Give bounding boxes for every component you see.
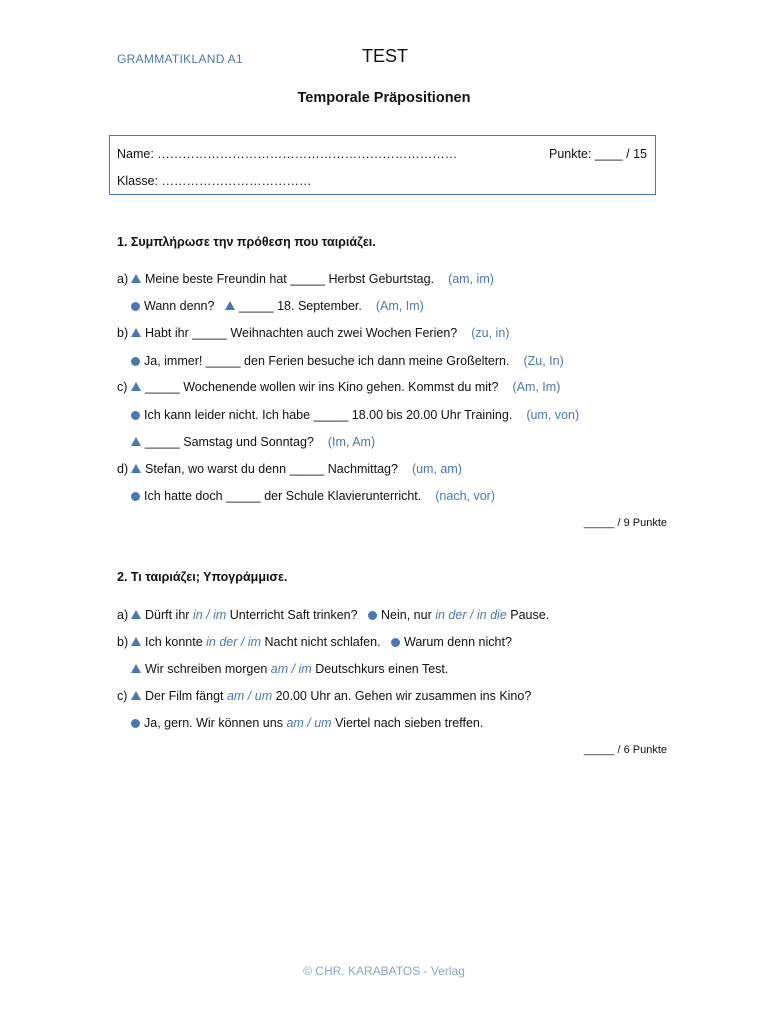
exercise1-line-c2	[131, 408, 579, 422]
sentence-part: Der Film fängt	[145, 689, 227, 703]
sentence: Ja, immer! _____ den Ferien besuche ich dann meine Großeltern.	[144, 354, 510, 368]
exercise1-line-a2	[131, 299, 424, 313]
circle-icon	[131, 492, 140, 501]
exercise1-line-c	[117, 380, 560, 394]
sentence-part: Warum denn nicht?	[403, 635, 512, 649]
choice-options[interactable]: in / im	[192, 608, 227, 622]
sentence: _____ 18. September.	[238, 299, 362, 313]
student-info-box	[109, 135, 656, 195]
sentence-part: Ich konnte	[145, 635, 207, 649]
sentence-part: 20.00 Uhr an. Gehen wir zusammen ins Kino?	[272, 689, 532, 703]
exercise2-line-b2	[131, 662, 448, 676]
exercise1-line-a	[117, 272, 494, 286]
test-label: TEST	[362, 46, 409, 66]
exercise1-line-c3	[131, 435, 375, 449]
sentence: Habt ihr _____ Weihnachten auch zwei Wochen Ferien?	[145, 326, 458, 340]
triangle-icon	[131, 610, 141, 619]
exercise1-line-b2	[131, 354, 564, 368]
class-field[interactable]: Klasse: ………………………………	[117, 174, 312, 188]
item-letter: b)	[117, 326, 129, 340]
circle-icon	[131, 302, 140, 311]
footer-copyright: © CHR. KARABATOS - Verlag	[303, 964, 465, 978]
triangle-icon	[225, 301, 235, 310]
triangle-icon	[131, 382, 141, 391]
sentence-part: Wir schreiben morgen	[145, 662, 271, 676]
sentence: Stefan, wo warst du denn _____ Nachmittag?	[145, 462, 398, 476]
hint: (Am, Im)	[512, 380, 561, 394]
item-letter: b)	[117, 635, 129, 649]
triangle-icon	[131, 437, 141, 446]
exercise2-line-b	[117, 635, 512, 649]
hint: (zu, in)	[471, 326, 510, 340]
exercise2-line-a	[117, 608, 549, 622]
choice-options[interactable]: in der / in die	[435, 608, 507, 622]
section2-title: 2. Τι ταιριάζει; Υπογράμμισε.	[117, 570, 288, 584]
page-title: Temporale Präpositionen	[297, 90, 471, 106]
exercise2-line-c2	[131, 716, 483, 730]
hint: (Am, Im)	[375, 299, 424, 313]
hint: (Zu, In)	[523, 354, 564, 368]
sentence-part: Viertel nach sieben treffen.	[331, 716, 484, 730]
hint: (um, am)	[411, 462, 462, 476]
sentence-part: Unterricht Saft trinken?	[226, 608, 358, 622]
item-letter: a)	[117, 272, 129, 286]
points-field[interactable]: Punkte: ____ / 15	[549, 147, 647, 161]
triangle-icon	[131, 691, 141, 700]
exercise1-line-b	[117, 326, 509, 340]
section1-score[interactable]: _____ / 9 Punkte	[583, 517, 667, 529]
hint: (nach, vor)	[435, 489, 496, 503]
circle-icon	[131, 719, 140, 728]
sentence: Ich hatte doch _____ der Schule Klavierunterricht.	[144, 489, 422, 503]
sentence-part: Nacht nicht schlafen.	[261, 635, 381, 649]
sentence: _____ Wochenende wollen wir ins Kino gehen. Kommst du mit?	[145, 380, 499, 394]
triangle-icon	[131, 274, 141, 283]
choice-options[interactable]: am / um	[286, 716, 332, 730]
sentence-part: Nein, nur	[381, 608, 436, 622]
item-letter: c)	[117, 380, 128, 394]
brand-label: GRAMMATIKLAND A1	[117, 52, 243, 66]
sentence: Ich kann leider nicht. Ich habe _____ 18.00 bis 20.00 Uhr Training.	[144, 408, 513, 422]
section2-score[interactable]: _____ / 6 Punkte	[583, 744, 667, 756]
name-field[interactable]: Name: ………………………………………………………………	[117, 147, 458, 161]
section1-title: 1. Συμπλήρωσε την πρόθεση που ταιριάζει.	[117, 235, 376, 249]
item-letter: d)	[117, 462, 129, 476]
circle-icon	[391, 638, 400, 647]
item-letter: c)	[117, 689, 128, 703]
exercise2-line-c	[117, 689, 531, 703]
sentence-part: Ja, gern. Wir können uns	[144, 716, 287, 730]
sentence: Wann denn?	[144, 299, 215, 313]
item-letter: a)	[117, 608, 129, 622]
triangle-icon	[131, 464, 141, 473]
choice-options[interactable]: in der / im	[206, 635, 262, 649]
sentence: _____ Samstag und Sonntag?	[145, 435, 314, 449]
hint: (um, von)	[526, 408, 580, 422]
sentence-part: Dürft ihr	[145, 608, 193, 622]
choice-options[interactable]: am / im	[270, 662, 312, 676]
triangle-icon	[131, 637, 141, 646]
circle-icon	[131, 411, 140, 420]
choice-options[interactable]: am / um	[226, 689, 273, 703]
circle-icon	[368, 611, 377, 620]
hint: (Im, Am)	[327, 435, 376, 449]
hint: (am, im)	[448, 272, 494, 286]
circle-icon	[131, 357, 140, 366]
sentence-part: Deutschkurs einen Test.	[311, 662, 449, 676]
triangle-icon	[131, 328, 141, 337]
exercise1-line-d2	[131, 489, 495, 503]
triangle-icon	[131, 664, 141, 673]
sentence: Meine beste Freundin hat _____ Herbst Geburtstag.	[145, 272, 435, 286]
sentence-part: Pause.	[506, 608, 550, 622]
exercise1-line-d	[117, 462, 462, 476]
